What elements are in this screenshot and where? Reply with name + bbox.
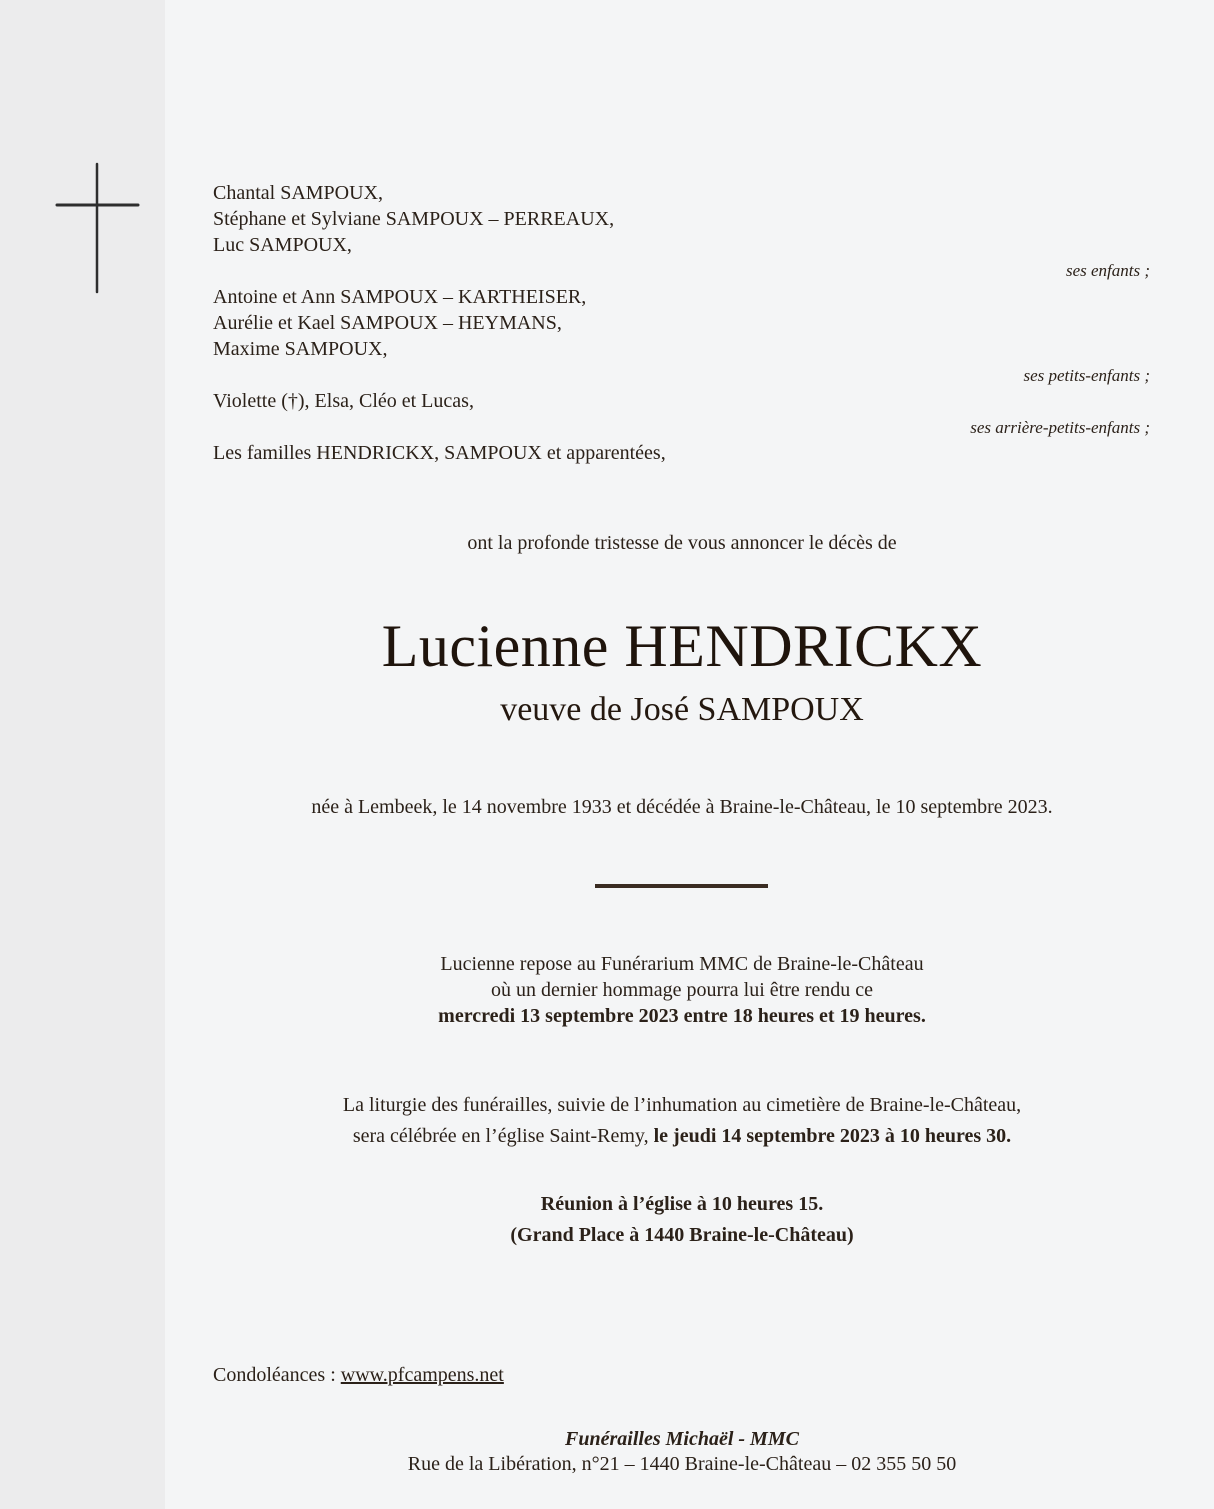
divider (595, 884, 768, 888)
birth-death-dates: née à Lembeek, le 14 novembre 1933 et décédée à Braine-le-Château, le 10 septembre 2023. (311, 796, 1053, 818)
funeral-home-address: Rue de la Libération, n°21 – 1440 Braine-le-Château – 02 355 50 50 (407, 1453, 957, 1475)
funeral-church: sera célébrée en l’église Saint-Remy, (352, 1125, 654, 1147)
family-grandchild: Maxime SAMPOUX, (213, 338, 388, 360)
announcement: ont la profonde tristesse de vous annoncer le décès de (467, 532, 897, 554)
visitation-line: où un dernier hommage pourra lui être rendu ce (490, 979, 874, 1001)
widow-of: veuve de José SAMPOUX (500, 691, 864, 728)
grandchildren-role: ses petits-enfants ; (1023, 366, 1150, 385)
family-grandchild: Aurélie et Kael SAMPOUX – HEYMANS, (213, 312, 562, 334)
deceased-name: Lucienne HENDRICKX (381, 613, 983, 679)
funeral-line: La liturgie des funérailles, suivie de l’inhumation au cimetière de Braine-le-Château, (342, 1094, 1022, 1116)
funeral-datetime: le jeudi 14 septembre 2023 à 10 heures 30. (653, 1125, 1012, 1147)
cross-icon (55, 162, 140, 294)
condolences (213, 1364, 504, 1387)
funeral-home-name: Funérailles Michaël - MMC (565, 1428, 799, 1450)
children-role: ses enfants ; (1065, 261, 1150, 280)
meeting-location: (Grand Place à 1440 Braine-le-Château) (510, 1224, 854, 1246)
great-grandchildren-role: ses arrière-petits-enfants ; (970, 418, 1150, 437)
meeting-block (0, 1189, 1214, 1251)
family-great-grandchildren: Violette (†), Elsa, Cléo et Lucas, (213, 390, 474, 412)
condolences-label: Condoléances : (213, 1364, 341, 1386)
funeral-line-2 (150, 1121, 1214, 1152)
visitation-datetime: mercredi 13 septembre 2023 entre 18 heures et 19 heures. (438, 1005, 926, 1027)
family-relatives: Les familles HENDRICKX, SAMPOUX et apparentées, (213, 442, 666, 464)
family-list (213, 180, 666, 466)
visitation-line: Lucienne repose au Funérarium MMC de Braine-le-Château (440, 953, 924, 975)
condolences-link[interactable]: www.pfcampens.net (340, 1364, 504, 1386)
family-child: Stéphane et Sylviane SAMPOUX – PERREAUX, (213, 208, 615, 230)
family-child: Luc SAMPOUX, (213, 234, 352, 256)
meeting-time: Réunion à l’église à 10 heures 15. (540, 1193, 824, 1215)
funeral-block (0, 1090, 1214, 1152)
family-child: Chantal SAMPOUX, (213, 182, 384, 204)
visitation-block (0, 951, 1214, 1029)
family-grandchild: Antoine et Ann SAMPOUX – KARTHEISER, (213, 286, 587, 308)
